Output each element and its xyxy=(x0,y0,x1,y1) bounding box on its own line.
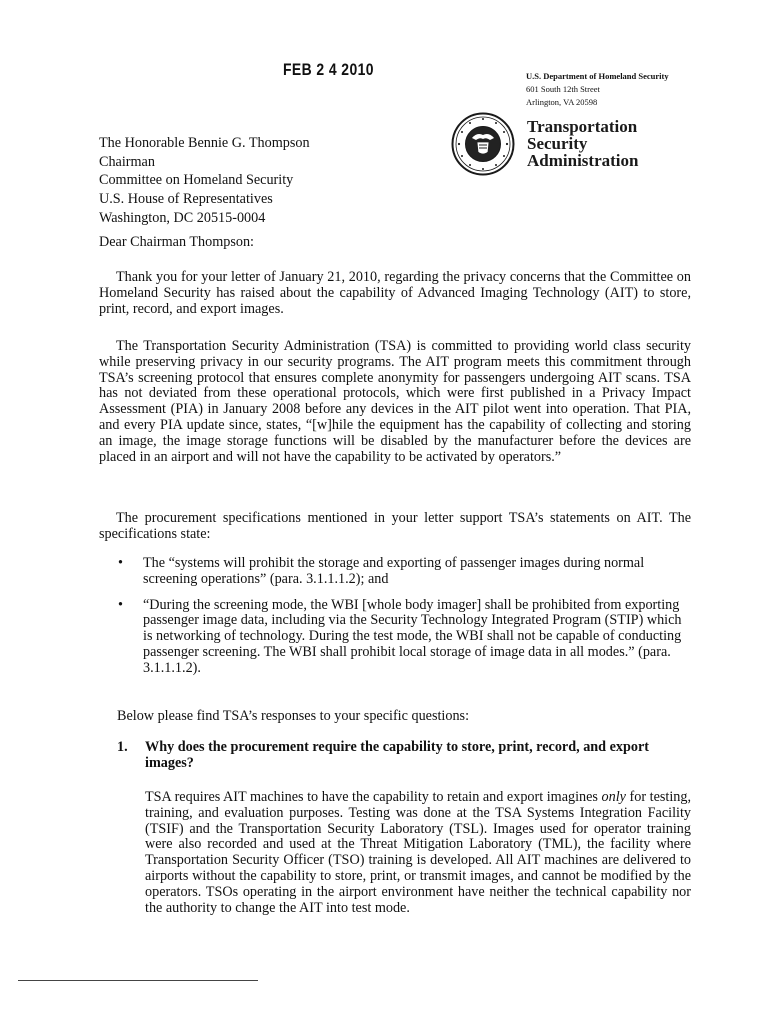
bullet-icon: • xyxy=(118,596,123,613)
agency-name xyxy=(527,118,638,169)
recipient-house: U.S. House of Representatives xyxy=(99,191,273,208)
recipient-committee: Committee on Homeland Security xyxy=(99,172,294,189)
bullet-icon: • xyxy=(118,555,123,571)
specification-bullet-list xyxy=(118,556,691,687)
responses-intro: Below please find TSA’s responses to your specific questions: xyxy=(117,708,470,724)
dhs-seal-icon xyxy=(451,112,515,176)
recipient-city: Washington, DC 20515-0004 xyxy=(99,209,266,226)
bullet-text-2: “During the screening mode, the WBI [whole body imager] shall be prohibited from exporting passenger image data, including via the Security Technology Integrated Program (STIP) which is networking of technology. During the test mode, the WBI shall not be capable of conducting passenger screening. The WBI shall prohibit local storage of image data in all modes.” (para. 3.1.1.1.2). xyxy=(143,596,682,676)
paragraph-specifications: The procurement specifications mentioned in your letter support TSA’s statements on AIT. The specifications state: xyxy=(99,510,691,542)
answer-emphasis: only xyxy=(601,789,626,805)
answer-1 xyxy=(145,790,691,916)
department-name: U.S. Department of Homeland Security xyxy=(526,71,669,81)
department-address xyxy=(526,70,669,109)
question-number: 1. xyxy=(117,739,128,755)
question-1 xyxy=(117,740,691,772)
answer-text-start: TSA requires AIT machines to have the capability to retain and export imagines xyxy=(145,789,602,805)
bullet-item-2 xyxy=(118,598,691,677)
paragraph-intro: Thank you for your letter of January 21, 2010, regarding the privacy concerns that the Committee on Homeland Security has raised about the capability of Advanced Imaging Technology (AIT) to store, print, record, and export images. xyxy=(99,269,691,317)
answer-text-end: for testing, training, and evaluation purposes. Testing was done at the TSA Systems Integration Facility (TSIF) and the Transportation Security Laboratory (TSL). Images used for operator training were also recorded and used at the Threat Mitigation Laboratory (TML), the facility where Transportation Security Officer (TSO) training is developed. All AIT machines are delivered to airports without the capability to store, print, or transmit images, and cannot be modified by the operators. TSOs operating in the airport environment have neither the technical capability nor the authority to change the AIT into test mode. xyxy=(145,789,692,916)
date-stamp: FEB 2 4 2010 xyxy=(283,60,374,79)
recipient-title: Chairman xyxy=(99,153,155,170)
department-city: Arlington, VA 20598 xyxy=(526,97,598,107)
department-street: 601 South 12th Street xyxy=(526,84,600,94)
paragraph-commitment: The Transportation Security Administration (TSA) is committed to providing world class security while preserving privacy in our security programs. The AIT program meets this commitment through TSA’s screening protocol that ensures complete anonymity for passengers undergoing AIT scans. TSA has not deviated from these operational protocols, which were first published in a Privacy Impact Assessment (PIA) in January 2008 before any devices in the AIT pilot went into operation. That PIA, and every PIA update since, states, “[w]hile the equipment has the capability of collecting and storing an image, the image storage functions will be disabled by the manufacturer before the devices are placed in an airport and will not have the capability to be activated by operators.” xyxy=(99,338,691,465)
agency-name-line-2: Security xyxy=(527,134,588,153)
inside-address xyxy=(99,134,310,228)
bullet-item-1 xyxy=(118,556,691,588)
footer-rule xyxy=(18,980,258,981)
salutation: Dear Chairman Thompson: xyxy=(99,234,254,250)
agency-name-line-3: Administration xyxy=(527,151,639,170)
agency-name-line-1: Transportation xyxy=(527,117,638,136)
question-text: Why does the procurement require the capability to store, print, record, and export images? xyxy=(145,739,650,771)
recipient-name: The Honorable Bennie G. Thompson xyxy=(99,135,310,151)
bullet-text-1: The “systems will prohibit the storage and exporting of passenger images during normal screening operations” (para. 3.1.1.1.2); and xyxy=(143,555,645,587)
